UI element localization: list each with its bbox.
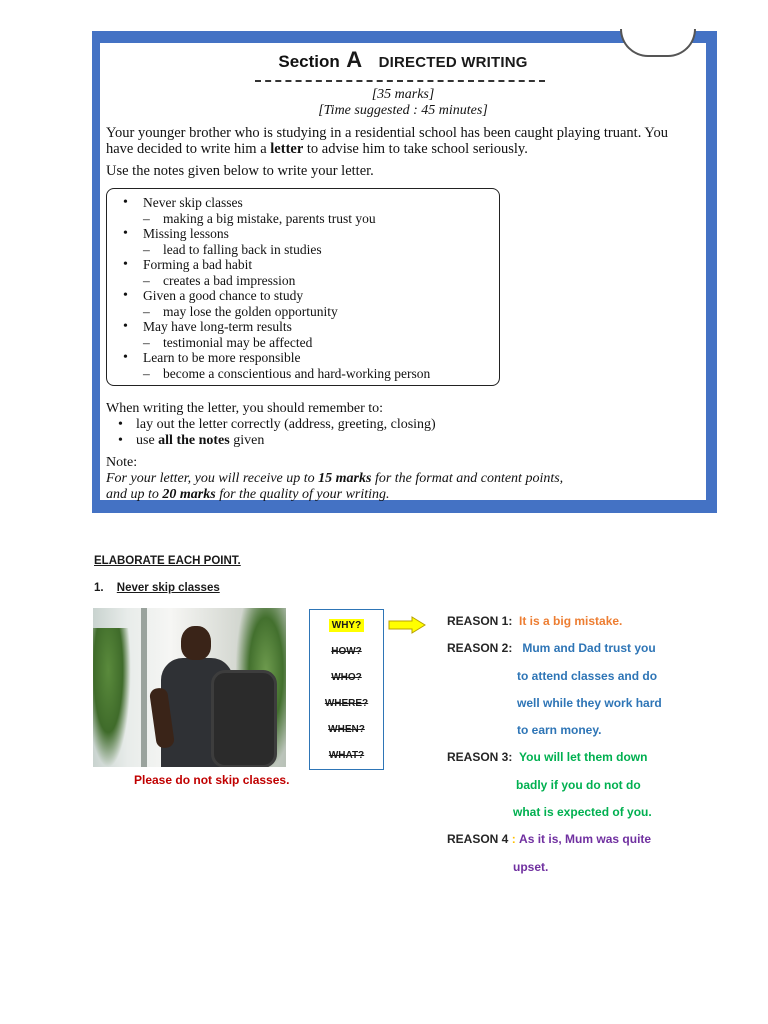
plant-left xyxy=(93,628,131,767)
task-intro xyxy=(106,125,701,157)
exam-question-frame xyxy=(92,31,717,513)
title-underline xyxy=(255,80,545,82)
remember-heading: When writing the letter, you should remember to: xyxy=(106,401,384,416)
reason-4-colon: : xyxy=(511,832,516,847)
reason-1-label: REASON 1: xyxy=(447,614,513,628)
note-dash: – xyxy=(143,210,150,226)
note-line-2 xyxy=(106,487,563,503)
note-block xyxy=(106,455,563,503)
marks-total: [35 marks] xyxy=(371,87,435,102)
question-why xyxy=(310,620,383,631)
note-sub-item xyxy=(119,273,430,289)
reason-4-line: upset. xyxy=(513,859,549,874)
note-main-item: • Forming a bad habit xyxy=(119,257,430,273)
remember-item: • use all the notes given xyxy=(106,433,436,449)
notes-box xyxy=(106,188,500,386)
note-dash: – xyxy=(143,334,150,350)
note-dash: – xyxy=(143,303,150,319)
note-sub-text: become a conscientious and hard-working person xyxy=(163,365,431,381)
reason-2 xyxy=(447,635,662,662)
question-what-text: WHAT? xyxy=(328,750,365,761)
notes-list xyxy=(119,195,430,381)
section-letter: A xyxy=(346,47,363,72)
worksheet-heading: ELABORATE EACH POINT. xyxy=(94,555,241,567)
reason-2-line: to attend classes and do xyxy=(517,668,658,683)
question-how xyxy=(310,646,383,657)
note-dash: – xyxy=(143,365,150,381)
question-how-text: HOW? xyxy=(331,646,362,657)
exam-question-card xyxy=(100,43,706,500)
reason-1 xyxy=(447,608,662,635)
question-what xyxy=(310,750,383,761)
reason-4-label: REASON 4 xyxy=(447,832,509,847)
note-main-item: • May have long-term results xyxy=(119,319,430,335)
student-photo xyxy=(93,608,286,767)
note-main-item: • Missing lessons xyxy=(119,226,430,242)
note-sub-text: may lose the golden opportunity xyxy=(163,303,338,319)
note-main-item: • Learn to be more responsible xyxy=(119,350,430,366)
backpack xyxy=(211,670,277,767)
question-who-text: WHO? xyxy=(331,672,362,683)
reason-3-line: You will let them down xyxy=(519,750,648,765)
note-sub-item xyxy=(119,366,430,382)
reason-3-label: REASON 3: xyxy=(447,750,513,765)
question-who xyxy=(310,672,383,683)
note-main-item: • Never skip classes xyxy=(119,195,430,211)
reasons-list xyxy=(447,608,662,881)
question-words-box xyxy=(309,609,384,770)
point-label: Never skip classes xyxy=(116,582,220,594)
note-heading: Note: xyxy=(106,455,138,470)
section-title xyxy=(100,47,706,73)
note-marks-15: 15 marks xyxy=(318,471,372,486)
note-main-item: • Given a good chance to study xyxy=(119,288,430,304)
reason-2-line: to earn money. xyxy=(517,723,602,738)
note-sub-text: testimonial may be affected xyxy=(163,334,313,350)
note-line-1 xyxy=(106,471,563,487)
note-text: For your letter, you will receive up to xyxy=(106,471,319,486)
note-sub-item xyxy=(119,242,430,258)
question-when-text: WHEN? xyxy=(328,724,365,735)
remember-item: • lay out the letter correctly (address, greeting, closing) xyxy=(106,417,436,433)
reason-2-label: REASON 2: xyxy=(447,641,513,656)
photo-caption: Please do not skip classes. xyxy=(134,773,290,787)
intro-line-1: Your younger brother who is studying in a residential school has been caught playing truant. You xyxy=(106,125,668,141)
window-frame xyxy=(141,608,147,767)
question-where xyxy=(310,698,383,709)
note-text: for the quality of your writing. xyxy=(215,487,390,502)
remember-list xyxy=(106,417,436,449)
remember-block xyxy=(106,401,436,449)
note-dash: – xyxy=(143,272,150,288)
time-suggested: [Time suggested : 45 minutes] xyxy=(318,103,488,118)
student-head xyxy=(181,626,211,660)
use-notes-instruction: Use the notes given below to write your letter. xyxy=(106,163,374,179)
intro-text-end: to advise him to take school seriously. xyxy=(303,141,528,157)
section-name: DIRECTED WRITING xyxy=(378,54,528,71)
note-text: for the format and content points, xyxy=(371,471,564,486)
reason-4 xyxy=(447,826,662,853)
point-number: 1. xyxy=(94,582,104,594)
question-where-text: WHERE? xyxy=(324,698,369,709)
note-text: and up to xyxy=(106,487,163,502)
note-sub-item xyxy=(119,304,430,320)
note-sub-item xyxy=(119,335,430,351)
reason-1-text: It is a big mistake. xyxy=(519,614,623,628)
reason-3 xyxy=(447,744,662,771)
intro-bold-letter: letter xyxy=(270,141,304,157)
point-heading xyxy=(94,582,220,594)
reason-2-line: Mum and Dad trust you xyxy=(522,641,656,656)
intro-line-2 xyxy=(106,141,701,157)
note-sub-item xyxy=(119,211,430,227)
note-sub-text: making a big mistake, parents trust you xyxy=(163,210,376,226)
note-marks-20: 20 marks xyxy=(162,487,216,502)
question-when xyxy=(310,724,383,735)
reason-3-line: what is expected of you. xyxy=(513,805,652,820)
remember-bold: all the notes xyxy=(158,433,230,448)
reason-3-line: badly if you do not do xyxy=(516,777,641,792)
note-dash: – xyxy=(143,241,150,257)
right-arrow-icon xyxy=(388,616,426,634)
marks-info xyxy=(100,87,706,119)
question-why-text: WHY? xyxy=(329,619,364,632)
section-word: Section xyxy=(278,52,340,71)
note-sub-text: lead to falling back in studies xyxy=(163,241,322,257)
intro-text: have decided to write him a xyxy=(106,141,271,157)
reason-4-line: As it is, Mum was quite xyxy=(519,832,652,847)
note-sub-text: creates a bad impression xyxy=(163,272,296,288)
reason-2-line: well while they work hard xyxy=(517,695,662,710)
